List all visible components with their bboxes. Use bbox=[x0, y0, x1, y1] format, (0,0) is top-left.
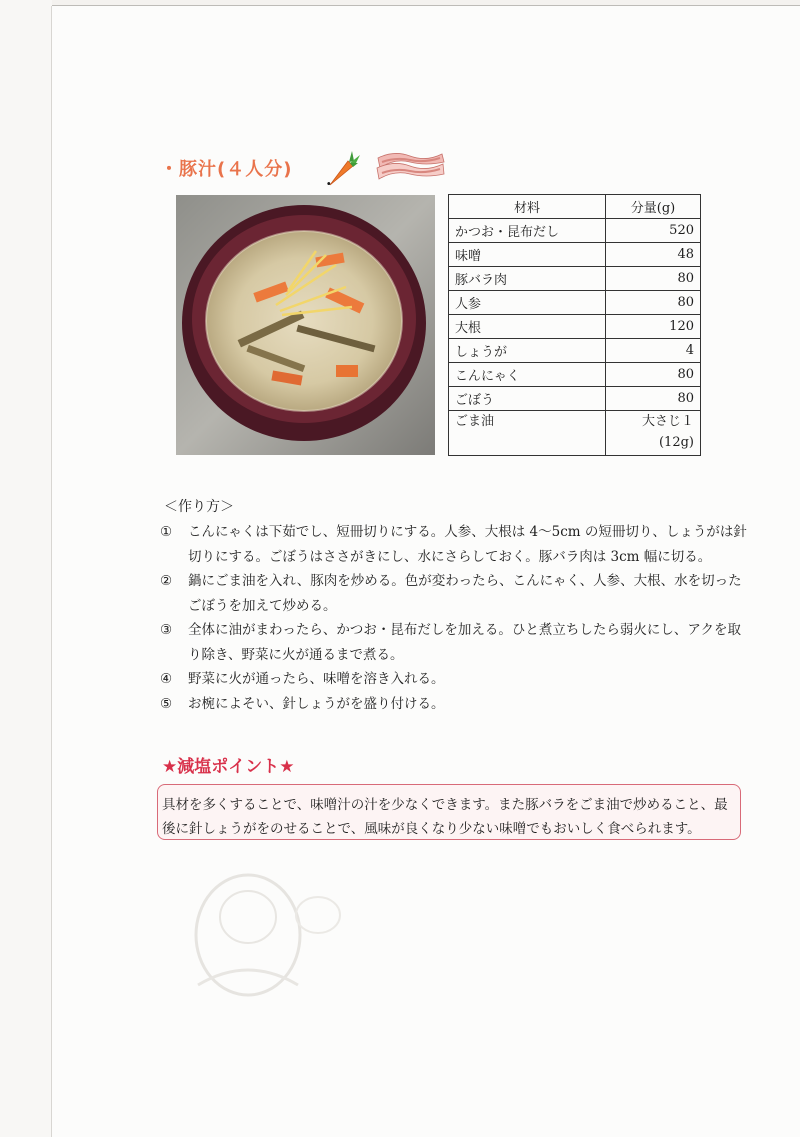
ingredient-qty bbox=[606, 411, 701, 456]
title-dot: . bbox=[326, 170, 332, 189]
list-item bbox=[160, 667, 750, 692]
ingredient-qty-secondary: (12g) bbox=[658, 435, 694, 450]
steps-list bbox=[160, 520, 750, 716]
step-text: お椀によそい、針しょうがを盛り付ける。 bbox=[188, 695, 445, 712]
ingredient-name: ごぼう bbox=[449, 387, 606, 411]
table-row bbox=[449, 267, 701, 291]
salt-reduction-heading: ★減塩ポイント★ bbox=[162, 757, 295, 777]
step-number: ③ bbox=[160, 622, 173, 638]
ingredient-name: ごま油 bbox=[449, 411, 606, 456]
table-row bbox=[449, 243, 701, 267]
table-header-row bbox=[449, 195, 701, 219]
ingredient-qty: 520 bbox=[606, 219, 701, 243]
ingredient-qty: 4 bbox=[606, 339, 701, 363]
list-item bbox=[160, 569, 750, 618]
step-text: 全体に油がまわったら、かつお・昆布だしを加える。ひと煮立ちしたら弱火にし、アクを取り除き、野菜に火が通るまで煮る。 bbox=[188, 622, 741, 663]
ingredient-qty-primary: 大さじ１ bbox=[641, 414, 694, 429]
ingredient-qty: 80 bbox=[606, 291, 701, 315]
ingredient-qty: 80 bbox=[606, 363, 701, 387]
step-number: ⑤ bbox=[160, 695, 173, 712]
steps-heading: ＜作り方＞ bbox=[164, 499, 234, 515]
ingredient-qty: 80 bbox=[606, 267, 701, 291]
ingredient-name: 人参 bbox=[449, 291, 606, 315]
step-text: 野菜に火が通ったら、味噌を溶き入れる。 bbox=[188, 671, 445, 687]
list-item bbox=[160, 618, 750, 667]
table-row bbox=[449, 219, 701, 243]
recipe-title: ・豚汁(４人分) bbox=[160, 159, 293, 180]
ingredient-name: かつお・昆布だし bbox=[449, 219, 606, 243]
list-item bbox=[160, 520, 750, 569]
table-row bbox=[449, 315, 701, 339]
ingredient-name: 豚バラ肉 bbox=[449, 267, 606, 291]
bacon-icon bbox=[374, 148, 446, 184]
list-item bbox=[160, 692, 750, 717]
step-number: ④ bbox=[160, 671, 173, 687]
header-ingredient: 材料 bbox=[449, 195, 606, 219]
page-edge bbox=[52, 5, 800, 6]
table-row bbox=[449, 363, 701, 387]
ingredient-qty: 48 bbox=[606, 243, 701, 267]
table-row bbox=[449, 411, 701, 456]
ingredient-qty: 80 bbox=[606, 387, 701, 411]
tonjiru-photo bbox=[176, 195, 435, 455]
step-text: 鍋にごま油を入れ、豚肉を炒める。色が変わったら、こんにゃく、人参、大根、水を切ったごぼうを加えて炒める。 bbox=[188, 573, 742, 614]
scan-margin bbox=[0, 0, 52, 1137]
header-amount: 分量(g) bbox=[606, 195, 701, 219]
show-through-illustration bbox=[178, 855, 368, 1005]
ingredients-table bbox=[448, 194, 701, 456]
step-text: こんにゃくは下茹でし、短冊切りにする。人参、大根は 4～5cm の短冊切り、しょうがは針切りにする。ごぼうはささがきにし、水にさらしておく。豚バラ肉は 3cm 幅に切る。 bbox=[188, 524, 747, 565]
ingredient-qty: 120 bbox=[606, 315, 701, 339]
ingredient-name: しょうが bbox=[449, 339, 606, 363]
table-row bbox=[449, 339, 701, 363]
salt-reduction-box: 具材を多くすることで、味噌汁の汁を少なくできます。また豚バラをごま油で炒めること、最後に針しょうがをのせることで、風味が良くなり少ない味噌でもおいしく食べられます。 bbox=[157, 784, 741, 840]
step-number: ② bbox=[160, 573, 173, 589]
table-row bbox=[449, 291, 701, 315]
ingredient-name: こんにゃく bbox=[449, 363, 606, 387]
step-number: ① bbox=[160, 524, 173, 540]
ingredient-name: 大根 bbox=[449, 315, 606, 339]
ingredient-name: 味噌 bbox=[449, 243, 606, 267]
table-row bbox=[449, 387, 701, 411]
